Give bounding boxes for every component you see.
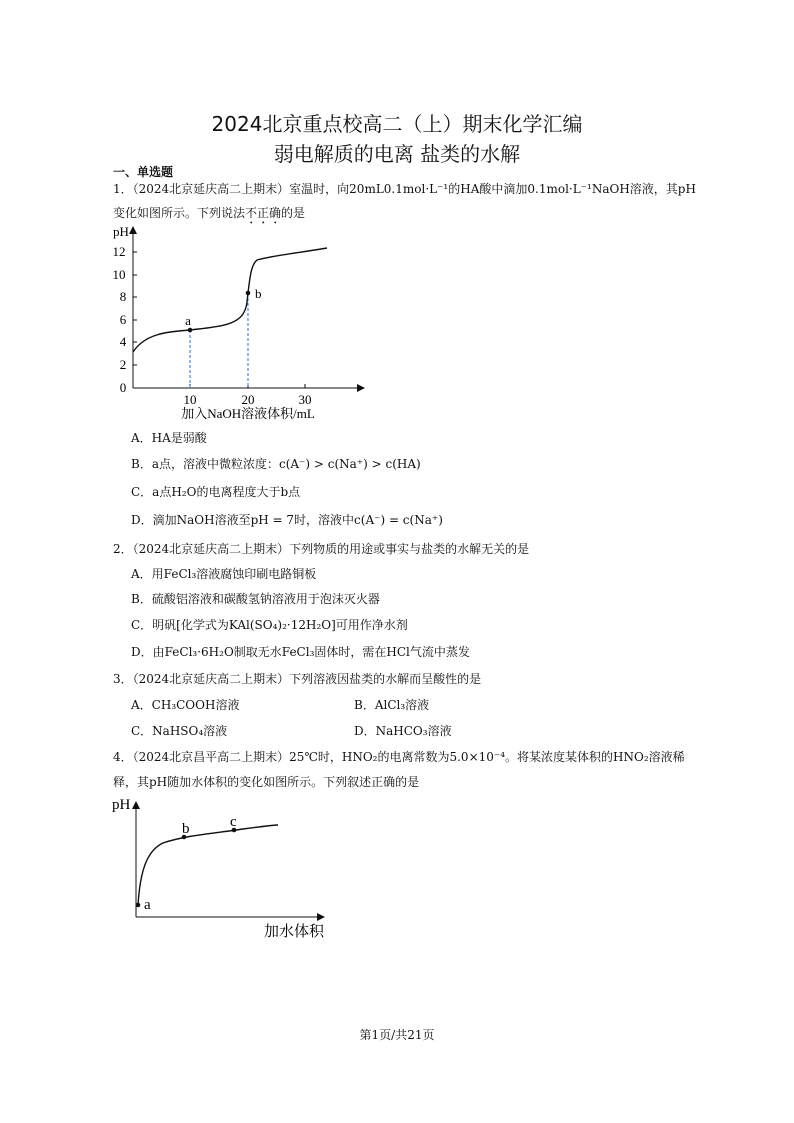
q1-option-d: D．滴加NaOH溶液至pH = 7时，溶液中c(A⁻) = c(Na⁺) bbox=[131, 513, 443, 527]
q1-ylabel: pH bbox=[113, 224, 129, 239]
q3-option-a: A．CH₃COOH溶液 bbox=[131, 698, 240, 712]
q1-xtick-30: 30 bbox=[298, 392, 312, 407]
q1-label-b: b bbox=[255, 286, 262, 301]
q2-option-d: D．由FeCl₃·6H₂O制取无水FeCl₃固体时，需在HCl气流中蒸发 bbox=[131, 645, 470, 659]
q1-ytick-12: 12 bbox=[112, 244, 126, 259]
page-subtitle: 弱电解质的电离 盐类的水解 bbox=[273, 142, 521, 166]
q2-option-c: C．明矾[化学式为KAl(SO₄)₂·12H₂O]可用作净水剂 bbox=[131, 618, 408, 632]
q1-xlabel: 加入NaOH溶液体积/mL bbox=[181, 406, 315, 421]
q4-stem-line1: 4．（2024北京昌平高二上期末）25℃时，HNO₂的电离常数为5.0×10⁻⁴。将某浓度某体积的HNO₂溶液稀 bbox=[113, 750, 685, 764]
q1-point-a bbox=[188, 328, 193, 333]
q3-option-b: B．AlCl₃溶液 bbox=[354, 698, 430, 712]
page-title: 2024北京重点校高二（上）期末化学汇编 bbox=[211, 112, 583, 136]
page-footer: 第1页/共21页 bbox=[359, 1028, 435, 1042]
q3-option-c: C．NaHSO₄溶液 bbox=[131, 724, 228, 738]
q1-stem-line1: 1．（2024北京延庆高二上期末）室温时，向20mL0.1mol·L⁻¹的HA酸中滴加0.1mol·L⁻¹NaOH溶液，其pH bbox=[113, 182, 696, 196]
q1-ytick-6: 6 bbox=[119, 312, 127, 327]
q1-ytick-10: 10 bbox=[112, 267, 126, 282]
q2-option-b: B．硫酸铝溶液和碳酸氢钠溶液用于泡沫灭火器 bbox=[131, 592, 380, 606]
q1-titration-curve bbox=[133, 248, 327, 352]
section-label: 一、单选题 bbox=[113, 165, 174, 179]
q1-emphasis: 不正确 bbox=[245, 206, 282, 220]
q4-dilution-curve bbox=[138, 825, 278, 905]
q1-label-a: a bbox=[185, 313, 191, 328]
q1-xtick-10: 10 bbox=[183, 392, 197, 407]
q2-stem: 2．（2024北京延庆高二上期末）下列物质的用途或事实与盐类的水解无关的是 bbox=[113, 542, 530, 556]
q2-option-a: A．用FeCl₃溶液腐蚀印刷电路铜板 bbox=[131, 567, 317, 581]
q1-titration-chart bbox=[105, 222, 375, 422]
q1-ytick-0: 0 bbox=[119, 380, 127, 395]
q1-ytick-4: 4 bbox=[119, 334, 127, 349]
q1-option-c: C．a点H₂O的电离程度大于b点 bbox=[131, 485, 301, 499]
q4-point-a bbox=[136, 903, 141, 908]
q4-dilution-chart bbox=[108, 793, 338, 948]
q4-stem-line2: 释，其pH随加水体积的变化如图所示。下列叙述正确的是 bbox=[113, 775, 420, 789]
q1-stem-line2: 变化如图所示。下列说法不正确的是 bbox=[113, 206, 306, 220]
q1-ytick-2: 2 bbox=[119, 357, 127, 372]
q4-xlabel: 加水体积 bbox=[263, 924, 325, 940]
q3-stem: 3．（2024北京延庆高二上期末）下列溶液因盐类的水解而呈酸性的是 bbox=[113, 672, 482, 686]
q4-label-c: c bbox=[230, 814, 237, 830]
q1-point-b bbox=[246, 291, 251, 296]
q1-xtick-20: 20 bbox=[241, 392, 255, 407]
q1-ytick-8: 8 bbox=[119, 289, 127, 304]
q3-option-d: D．NaHCO₃溶液 bbox=[354, 724, 452, 738]
q4-label-a: a bbox=[144, 897, 151, 913]
q1-option-a: A．HA是弱酸 bbox=[131, 431, 207, 445]
q4-ylabel: pH bbox=[112, 797, 131, 813]
q1-option-b: B．a点，溶液中微粒浓度：c(A⁻) > c(Na⁺) > c(HA) bbox=[131, 457, 421, 471]
q4-label-b: b bbox=[182, 821, 190, 837]
